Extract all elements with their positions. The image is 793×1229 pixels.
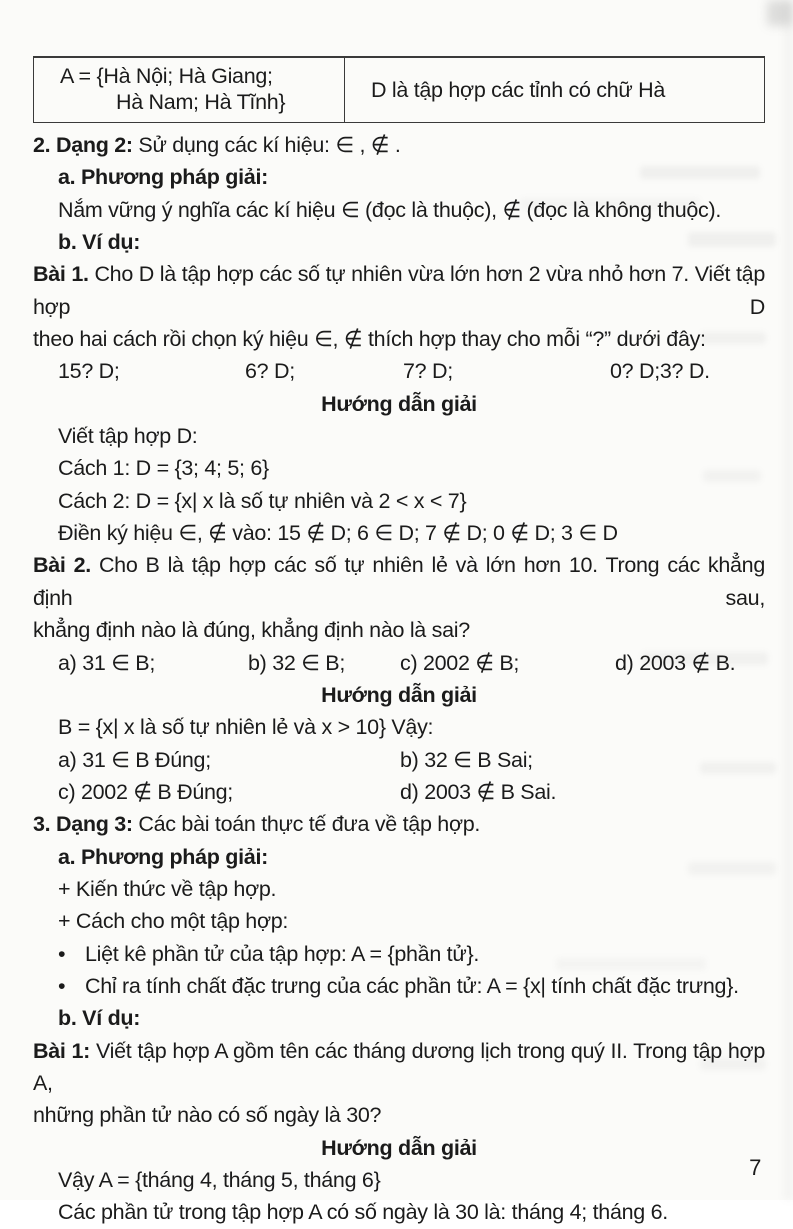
option-item: b) 32 ∈ B; (248, 650, 345, 675)
heading-dang3-number: 3. Dạng 3: (33, 812, 133, 837)
dang2-bai2-intro-line2: khẳng định nào là đúng, khẳng định nào là sai? (33, 618, 470, 643)
set-description: D là tập hợp các tỉnh có chữ Hà (371, 77, 666, 102)
dang2-example-label: b. Ví dụ: (58, 230, 141, 255)
solution-line: Cách 1: D = {3; 4; 5; 6} (58, 456, 269, 481)
answers-row (33, 744, 765, 776)
page-number: 7 (749, 1155, 761, 1180)
dang3-method-label: a. Phương pháp giải: (58, 844, 268, 869)
dang3-bai1-intro-line2: những phần tử nào có số ngày là 30? (33, 1103, 382, 1128)
table-cell-set-a (34, 57, 345, 123)
answer-item: d) 2003 ∉ B Sai. (400, 779, 557, 804)
heading-dang2-text: Sử dụng các kí hiệu: ∈ , ∉ . (132, 133, 401, 157)
dang2-bai1-intro-line1 (33, 258, 765, 323)
option-item: 0? D;3? D. (610, 359, 710, 384)
dang2-bai2-text1: Cho B là tập hợp các số tự nhiên lẻ và lớn hơn 10. Trong các khẳng định sau, (33, 553, 766, 610)
dang3-example-label: b. Ví dụ: (58, 1006, 141, 1031)
solution-heading: Hướng dẫn giải (321, 1135, 477, 1160)
body-text (33, 129, 765, 1229)
option-item: 6? D; (245, 359, 295, 384)
answer-item: a) 31 ∈ B Đúng; (58, 747, 211, 772)
bullet-text: Liệt kê phần tử của tập hợp: A = {phần tử}. (85, 941, 479, 966)
bullet-item (33, 938, 765, 970)
answers-row (33, 776, 765, 808)
solution-heading: Hướng dẫn giải (321, 391, 477, 416)
dang3-bai1-label: Bài 1: (33, 1038, 91, 1063)
solution-line: Điền ký hiệu ∈, ∉ vào: 15 ∉ D; 6 ∈ D; 7 ∉ D; 0 ∉ D; 3 ∈ D (58, 521, 618, 546)
scan-smudge (767, 0, 793, 26)
dang3-method-line: + Kiến thức về tập hợp. (58, 876, 277, 901)
option-item: d) 2003 ∉ B. (615, 650, 736, 675)
page-content (33, 56, 765, 1229)
set-a-line2: Hà Nam; Hà Tĩnh} (116, 89, 286, 114)
heading-dang3-text: Các bài toán thực tế đưa về tập hợp. (132, 812, 481, 837)
heading-dang3 (33, 808, 765, 840)
dang2-bai1-options-row (33, 355, 765, 387)
dang3-method-line: + Cách cho một tập hợp: (58, 909, 289, 934)
heading-dang2-number: 2. Dạng 2: (33, 133, 133, 157)
table-cell-description (345, 57, 765, 123)
set-a-line1: A = {Hà Nội; Hà Giang; (60, 64, 273, 88)
scan-edge-shadow (784, 0, 793, 1200)
bullet-text: Chỉ ra tính chất đặc trưng của các phần tử: A = {x| tính chất đặc trưng}. (85, 973, 739, 998)
option-item: 15? D; (58, 359, 120, 384)
solution-intro: B = {x| x là số tự nhiên lẻ và x > 10} Vậy: (58, 715, 434, 740)
dang3-bai1-intro-line1 (33, 1035, 765, 1100)
dang2-bai1-text1: Cho D là tập hợp các số tự nhiên vừa lớn hơn 2 vừa nhỏ hơn 7. Viết tập hợp D (33, 262, 765, 319)
dang2-method-label: a. Phương pháp giải: (58, 165, 268, 190)
dang2-bai2-intro-line1 (33, 549, 765, 614)
solution-line: Vậy A = {tháng 4, tháng 5, tháng 6} (58, 1168, 381, 1192)
option-item: a) 31 ∈ B; (58, 650, 155, 675)
table-row (34, 57, 765, 123)
option-item: c) 2002 ∉ B; (400, 650, 520, 675)
solution-heading: Hướng dẫn giải (321, 682, 477, 707)
dang2-method-text: Nắm vững ý nghĩa các kí hiệu ∈ (đọc là thuộc), ∉ (đọc là không thuộc). (58, 197, 722, 222)
dang2-bai1-intro-line2: theo hai cách rồi chọn ký hiệu ∈, ∉ thích hợp thay cho mỗi “?” dưới đây: (33, 327, 706, 352)
option-item: 7? D; (403, 359, 453, 384)
bullet-icon: • (58, 973, 66, 998)
dang2-bai1-label: Bài 1. (33, 262, 89, 287)
bullet-item (33, 970, 765, 1002)
solution-line: Cách 2: D = {x| x là số tự nhiên và 2 < x < 7} (58, 488, 467, 513)
answer-item: b) 32 ∈ B Sai; (400, 747, 533, 772)
heading-dang2 (33, 129, 765, 161)
solution-line: Các phần tử trong tập hợp A có số ngày là 30 là: tháng 4; tháng 6. (58, 1200, 668, 1225)
dang3-bai1-text1: Viết tập hợp A gồm tên các tháng dương lịch trong quý II. Trong tập hợp A, (33, 1038, 765, 1095)
set-example-table (33, 56, 765, 123)
solution-line: Viết tập hợp D: (58, 424, 198, 449)
dang2-bai2-options-row (33, 647, 765, 679)
dang2-bai2-label: Bài 2. (33, 553, 91, 578)
answer-item: c) 2002 ∉ B Đúng; (58, 779, 233, 804)
bullet-icon: • (58, 941, 66, 966)
